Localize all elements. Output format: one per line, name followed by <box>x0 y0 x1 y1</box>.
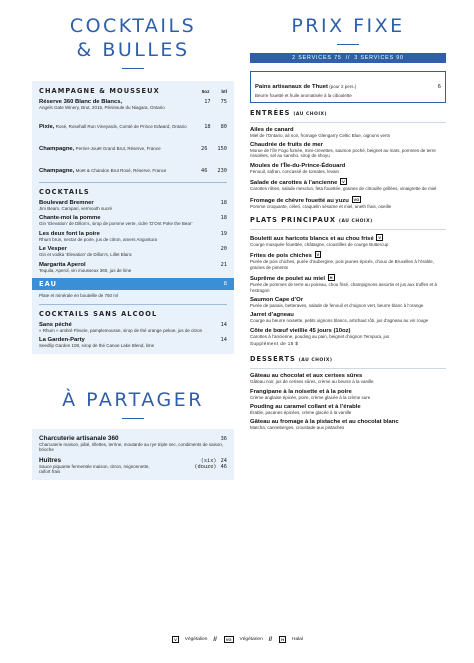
item-desc: Purée de panais, betteraves, salade de fenouil et d’oignon vert, beurre blanc à l’orange <box>250 302 424 308</box>
dessert-item <box>250 419 446 430</box>
item-name: Côte de bœuf vieillie 45 jours (10oz) <box>250 327 351 334</box>
desserts-header <box>250 355 446 363</box>
item-desc: Matcha, canneberges, croustade aux pistaches <box>250 425 345 431</box>
plats-sub: (AU CHOIX) <box>338 218 373 224</box>
desserts-heading: DESSERTS <box>250 355 296 364</box>
item-name: Frangipane à la noisette et à la poire <box>250 388 352 395</box>
item-desc: Rosé, Rosehall Run Vineyards, Comté de Prince Edward, Ontario <box>54 123 187 129</box>
item-desc: Fenouil, safran, concassé de tomates, levain <box>250 168 340 174</box>
price-glass: 26 <box>201 145 208 152</box>
dessert-item <box>250 404 446 415</box>
entree-item <box>250 142 446 159</box>
item-name: Frites de pois chiches <box>250 253 312 260</box>
item-desc: Jim Beam, Campari, vermouth sucré <box>39 205 113 211</box>
sans-alcool-heading: COCKTAILS SANS ALCOOL <box>39 309 158 318</box>
right-column <box>250 14 446 431</box>
mocktail-item <box>39 337 227 349</box>
item-name: La Garden-Party <box>39 337 85 343</box>
vegetarian-label: Végétarien <box>239 637 263 642</box>
halal-tag: H <box>329 275 333 281</box>
diet-legend <box>0 636 474 643</box>
entree-item <box>250 127 446 138</box>
item-name: Bouletti aux haricots blancs et au chou frisé <box>250 235 374 242</box>
item-name: Pouding au caramel collant et à l’érable <box>250 404 361 410</box>
section-divider <box>250 122 446 123</box>
item-desc: Angels Gate Winery, Brut, 2015, Péninsule du Niagara, Ontario <box>39 105 165 110</box>
section-divider <box>250 368 446 369</box>
cocktail-item <box>39 215 227 227</box>
plat-item <box>250 297 446 308</box>
item-desc: Carottes à l’ancienne, pouding au pain, beignet d’oignon Tempura, jus <box>250 333 390 339</box>
item-desc: Pomme croquante, céleri, craquelin sésame et miel, aneth frais, oseille <box>250 203 392 209</box>
price-bottle: 75 <box>220 99 227 105</box>
title-rule <box>337 44 359 45</box>
item-desc: Miel de l’Ontario, ail noir, fromage Glengarry Celtic Blue, oignons verts <box>250 132 391 138</box>
vegan-label: Végétalien <box>184 637 208 642</box>
item-name: Chante-moi la pomme <box>39 215 101 221</box>
item-name: Huîtres <box>39 456 62 464</box>
item-desc: Charcuterie maison, pâté, rillettes, terrine, moutarde au rye triple sec, condiments de saison, brioche <box>39 441 224 452</box>
legend-separator: // <box>268 636 273 643</box>
item-desc: Rhum brun, nectar de poire, jus de citron, amers Angostura <box>39 236 158 242</box>
price-glass: 17 <box>204 99 211 105</box>
plats-header <box>250 216 446 224</box>
champagne-item <box>39 99 227 111</box>
champagne-item <box>39 137 227 155</box>
item-name: Réserve 360 Blanc de Blancs, <box>39 99 123 105</box>
price-six: 24 <box>220 457 227 464</box>
drinks-card <box>32 81 234 354</box>
price-bottle: 80 <box>220 123 227 130</box>
legend-separator: // <box>213 636 217 643</box>
item-desc: Seedlip Garden 108, sirop de thé Canoe Lake Blend, lime <box>39 343 155 348</box>
plat-item <box>250 328 446 346</box>
item-price: 20 <box>220 246 227 252</box>
entree-item <box>250 196 446 209</box>
item-price: 19 <box>220 230 227 237</box>
item-name: Ailes de canard <box>250 126 294 133</box>
supplement-note: Supplément de 15 $ <box>250 341 299 347</box>
vegan-tag: V <box>316 252 320 258</box>
plat-item <box>250 234 446 247</box>
item-desc: Gin et vodka ‘Elevation’ de Dillon’s, Lillet Blanc <box>39 252 133 257</box>
cocktail-item <box>39 246 227 258</box>
item-desc: Purée de pommes de terre au poireau, chou frisé, champignons assortis et jus aux truffes et à l’estragon <box>250 282 438 293</box>
col-btl: btl <box>221 89 227 94</box>
item-name: Fromage de chèvre fouetté au yuzu <box>250 197 349 204</box>
cocktail-item <box>39 231 227 243</box>
prix-fixe-title: PRIX FIXE <box>291 15 405 37</box>
vegan-tag: V <box>378 234 382 240</box>
qty-douze: (douze) <box>194 463 217 470</box>
services-bar <box>250 53 446 63</box>
item-desc: Courge musquée fouettée, châtaigne, croustilles de courge Buttercup <box>250 241 389 247</box>
item-desc: Morue de l’île Fogo fumée, mini-crevettes, saumon poché, beignet au maïs, pommes de terre rissolées, sel au sansho, sirop de shoyu <box>250 147 436 159</box>
bread-box <box>250 71 446 103</box>
item-desc: Gâteau noir, jus de cerises sûres, crème au beurre à la vanille <box>250 379 374 385</box>
left-column <box>32 14 234 480</box>
item-desc: Moët & Chandon Brut Rosé, Réserve, France <box>74 167 167 173</box>
item-desc: Tequila, Aperol, vin mousseux 360, jus de lime <box>39 267 132 273</box>
three-services: 3 SERVICES 90 <box>354 55 404 61</box>
eau-desc: Plate et minérale en bouteille de 750 ml <box>39 293 119 298</box>
item-name: Charcuterie artisanale 360 <box>39 434 119 442</box>
title-rule <box>122 418 144 419</box>
item-name: Gâteau au fromage à la pistache et au chocolat blanc <box>250 419 399 426</box>
item-price: 14 <box>220 321 227 328</box>
partager-item <box>39 457 227 475</box>
partager-item <box>39 435 227 453</box>
price-glass: 46 <box>201 167 208 174</box>
halal-tag: H <box>281 637 284 642</box>
qty-six: (six) <box>200 457 217 464</box>
title-line-1: COCKTAILS <box>69 15 197 37</box>
eau-heading: EAU <box>39 280 58 288</box>
item-name: Gâteau au chocolat et aux cerises sûres <box>250 373 363 380</box>
item-price: 6 <box>437 84 441 90</box>
dessert-item <box>250 389 446 400</box>
item-name: Salade de carottes à l’ancienne <box>250 180 338 187</box>
item-name: Saumon Cape d’Or <box>250 296 304 303</box>
entree-item <box>250 163 446 174</box>
item-desc: Purée de pois chiches, purée d’aubergine, pois jaunes épicés, choux de Bruxelles à l’érable, graines de piments <box>250 259 434 270</box>
item-name: Champagne, <box>39 167 75 174</box>
item-name: Chaudrée de fruits de mer <box>250 141 323 148</box>
eau-price: 8 <box>223 281 227 287</box>
eau-bar <box>32 278 234 290</box>
cocktails-heading: COCKTAILS <box>39 187 90 196</box>
section-divider <box>250 229 446 230</box>
vegan-tag: V <box>342 179 345 185</box>
item-desc: Gin ‘Elevation’ de Dillon’s, sirop de pomme verte, cidre ‘D’Ont Poke the Bear’ <box>39 221 193 226</box>
mocktail-item <box>39 322 227 334</box>
champagne-column-heads <box>202 89 227 94</box>
price-douze: 46 <box>220 463 227 470</box>
title-line-2: & BULLES <box>76 39 190 61</box>
entrees-heading: ENTRÉES <box>250 108 291 117</box>
item-name: Le Vesper <box>39 246 67 252</box>
champagne-item <box>39 115 227 133</box>
dessert-item <box>250 373 446 384</box>
item-desc: « Rhum » ambré Fleurie, pamplemousse, sirop de thé orange pekoe, jus de citron <box>39 327 203 333</box>
vegan-tag: V <box>174 637 177 642</box>
item-name: Sans péché <box>39 321 72 328</box>
section-divider <box>39 304 227 305</box>
item-price: 18 <box>220 215 227 221</box>
item-desc: Beurre fouetté et huile aromatisée à la ciboulette <box>255 93 352 98</box>
item-note: (pour 2 pers.) <box>328 84 357 89</box>
item-price: 36 <box>220 435 227 442</box>
item-desc: Érable, pacanes épicées, crème glacée à la vanille <box>250 410 352 415</box>
champagne-item <box>39 159 227 177</box>
item-name: Margarita Aperol <box>39 261 86 268</box>
item-name: Moules de l’Île-du-Prince-Édouard <box>250 162 346 169</box>
partager-card <box>32 429 234 480</box>
vegetarian-tag: VG <box>225 637 232 642</box>
item-name: Jarret d’agneau <box>250 312 294 319</box>
plat-item <box>250 274 446 293</box>
item-desc: Carottes rôties, salade mesclun, feta fouettée, graines de citrouille grillées, vinaigrette de miel <box>250 186 437 192</box>
item-price: 18 <box>220 199 227 206</box>
item-name: Les deux font la poire <box>39 230 100 237</box>
item-desc: Crème anglaise épicée, poire, crème glacée à la crème sure <box>250 394 371 400</box>
entrees-sub: (AU CHOIX) <box>293 111 328 117</box>
item-name: Suprême de poulet au miel <box>250 276 325 283</box>
item-name: Boulevard Bremner <box>39 199 94 206</box>
item-desc: Sauce piquante fermentée maison, citron, mignonnette, raifort frais <box>39 463 150 474</box>
price-bottle: 230 <box>217 167 227 174</box>
vegetarian-tag: VG <box>353 196 360 202</box>
item-desc: Perrier-Jouët Grand Brut, Réserve, France <box>74 145 161 151</box>
item-price: 21 <box>220 261 227 268</box>
item-name: Champagne, <box>39 145 75 152</box>
two-services: 2 SERVICES 75 <box>292 55 342 61</box>
services-separator: // <box>345 55 351 61</box>
champagne-header <box>39 87 227 95</box>
cocktail-item <box>39 200 227 212</box>
price-bottle: 150 <box>217 145 227 152</box>
section-divider <box>39 182 227 183</box>
cocktails-title <box>32 14 234 62</box>
title-rule <box>122 68 144 69</box>
plats-heading: PLATS PRINCIPAUX <box>250 215 336 224</box>
halal-label: Halal <box>291 637 303 642</box>
plat-item <box>250 312 446 323</box>
item-name: Pixie, <box>39 123 55 130</box>
partager-title: À PARTAGER <box>62 388 204 411</box>
item-desc: Courge au beurre noisette, petits oignons blancs, artichaut rôti, jus d’agneau au vin rouge <box>250 318 429 324</box>
cocktail-item <box>39 262 227 274</box>
entrees-header <box>250 109 446 117</box>
col-5oz: 5oz <box>201 89 210 94</box>
entree-item <box>250 178 446 191</box>
desserts-sub: (AU CHOIX) <box>298 358 333 364</box>
price-glass: 18 <box>204 123 211 130</box>
item-price: 14 <box>220 337 227 343</box>
plat-item <box>250 251 446 270</box>
champagne-heading: CHAMPAGNE & MOUSSEUX <box>39 87 160 95</box>
item-name: Pains artisanaux de Thuet <box>255 84 329 90</box>
